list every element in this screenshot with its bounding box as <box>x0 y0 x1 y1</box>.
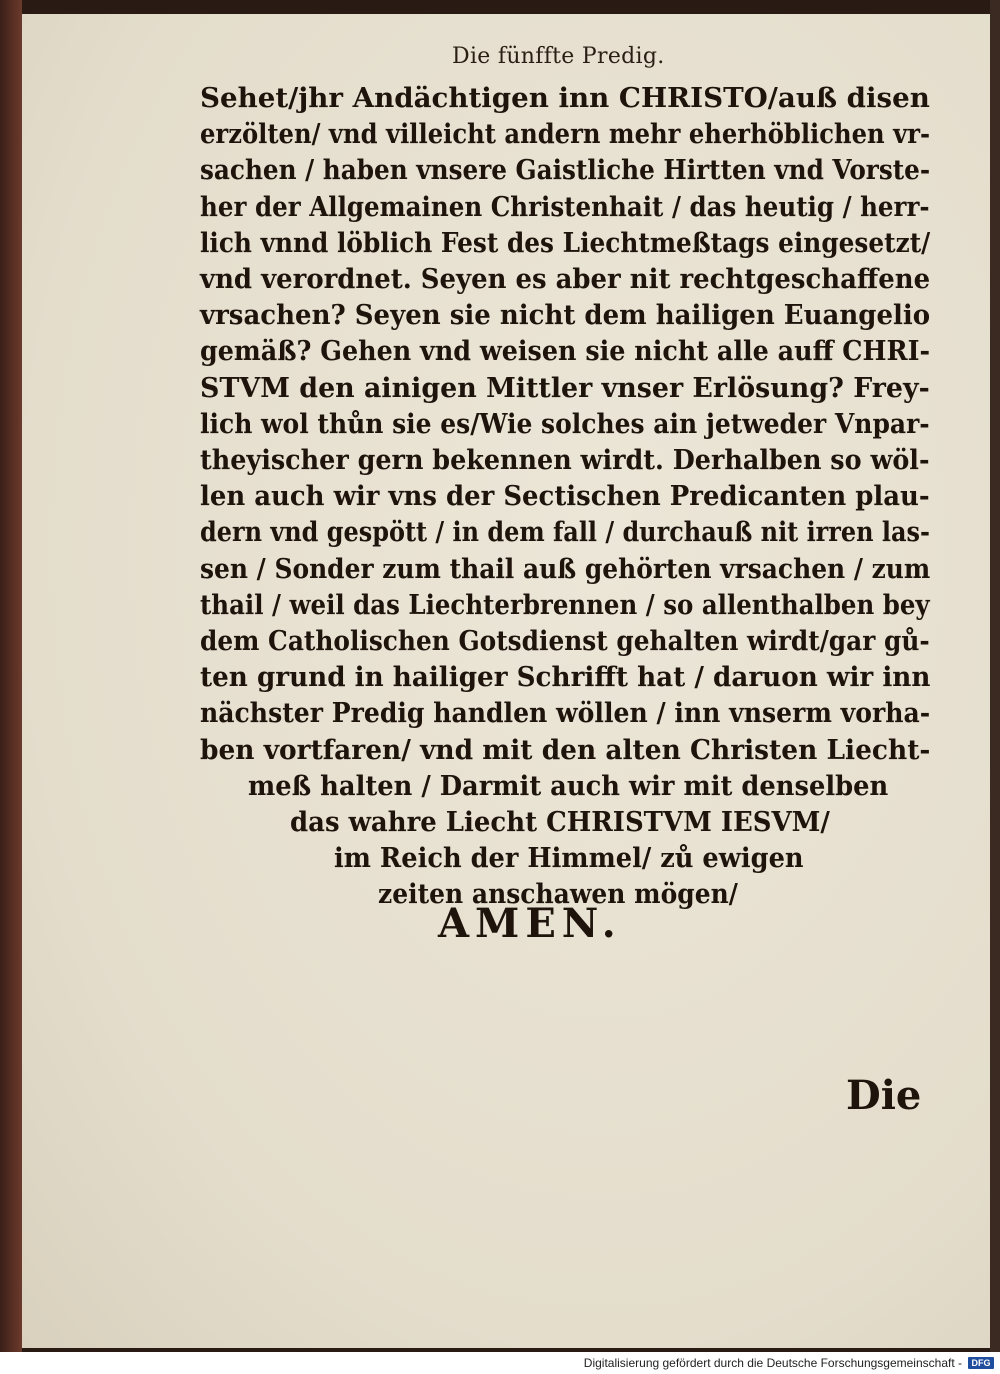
text-line: sen / Sonder zum thail auß gehörten vrsachen / zum <box>200 553 931 585</box>
text-line: lich vnnd löblich Fest des Liechtmeßtags eingesetzt/ <box>200 227 931 259</box>
text-line: dem Catholischen Gotsdienst gehalten wirdt/gar gů- <box>200 626 930 657</box>
text-line: Sehet/jhr Andächtigen inn CHRISTO/auß disen <box>200 83 930 114</box>
dfg-logo: DFG <box>968 1357 994 1369</box>
text-line: meß halten / Darmit auch wir mit denselben <box>248 770 889 802</box>
text-line: vrsachen? Seyen sie nicht dem hailigen Euangelio <box>200 300 931 332</box>
catchword: Die <box>846 1072 922 1119</box>
text-line: erzölten/ vnd villeicht andern mehr eherhöblichen vr- <box>200 119 931 151</box>
running-head: Die fünffte Predig. <box>452 44 665 69</box>
text-line: lich wol thůn sie es/Wie solches ain jetweder Vnpar- <box>200 408 930 440</box>
text-line: nächster Predig handlen wöllen / inn vnserm vorha- <box>200 698 931 730</box>
text-line: theyischer gern bekennen wirdt. Derhalben so wöl- <box>200 445 930 476</box>
text-line: STVM den ainigen Mittler vnser Erlösung? Frey- <box>200 372 930 404</box>
right-page-edge <box>990 0 1000 1352</box>
text-line: zeiten anschawen mögen/ <box>378 879 738 911</box>
footer-bar <box>0 1352 1000 1374</box>
funding-credit: Digitalisierung gefördert durch die Deutsche Forschungsgemeinschaft - <box>583 1356 962 1370</box>
text-line: dern vnd gespött / in dem fall / durchauß nit irren las- <box>200 517 930 549</box>
text-line: vnd verordnet. Seyen es aber nit rechtgeschaffene <box>200 264 931 295</box>
text-line: ben vortfaren/ vnd mit den alten Christen Liecht- <box>200 734 931 766</box>
amen-closing: AMEN. <box>438 900 622 947</box>
book-spine-edge <box>0 0 22 1352</box>
text-line: ten grund in hailiger Schrifft hat / daruon wir inn <box>200 662 931 694</box>
text-line: len auch wir vns der Sectischen Predicanten plau- <box>200 481 930 513</box>
text-line: gemäß? Gehen vnd weisen sie nicht alle auff CHRI- <box>200 336 931 368</box>
text-line: im Reich der Himmel/ zů ewigen <box>334 843 804 875</box>
text-line: her der Allgemainen Christenhait / das heutig / herr- <box>200 191 930 223</box>
text-line: thail / weil das Liechterbrennen / so allenthalben bey <box>200 589 930 621</box>
text-line: sachen / haben vnsere Gaistliche Hirtten vnd Vorste- <box>200 155 931 187</box>
text-line: das wahre Liecht CHRISTVM IESVM/ <box>290 807 830 838</box>
